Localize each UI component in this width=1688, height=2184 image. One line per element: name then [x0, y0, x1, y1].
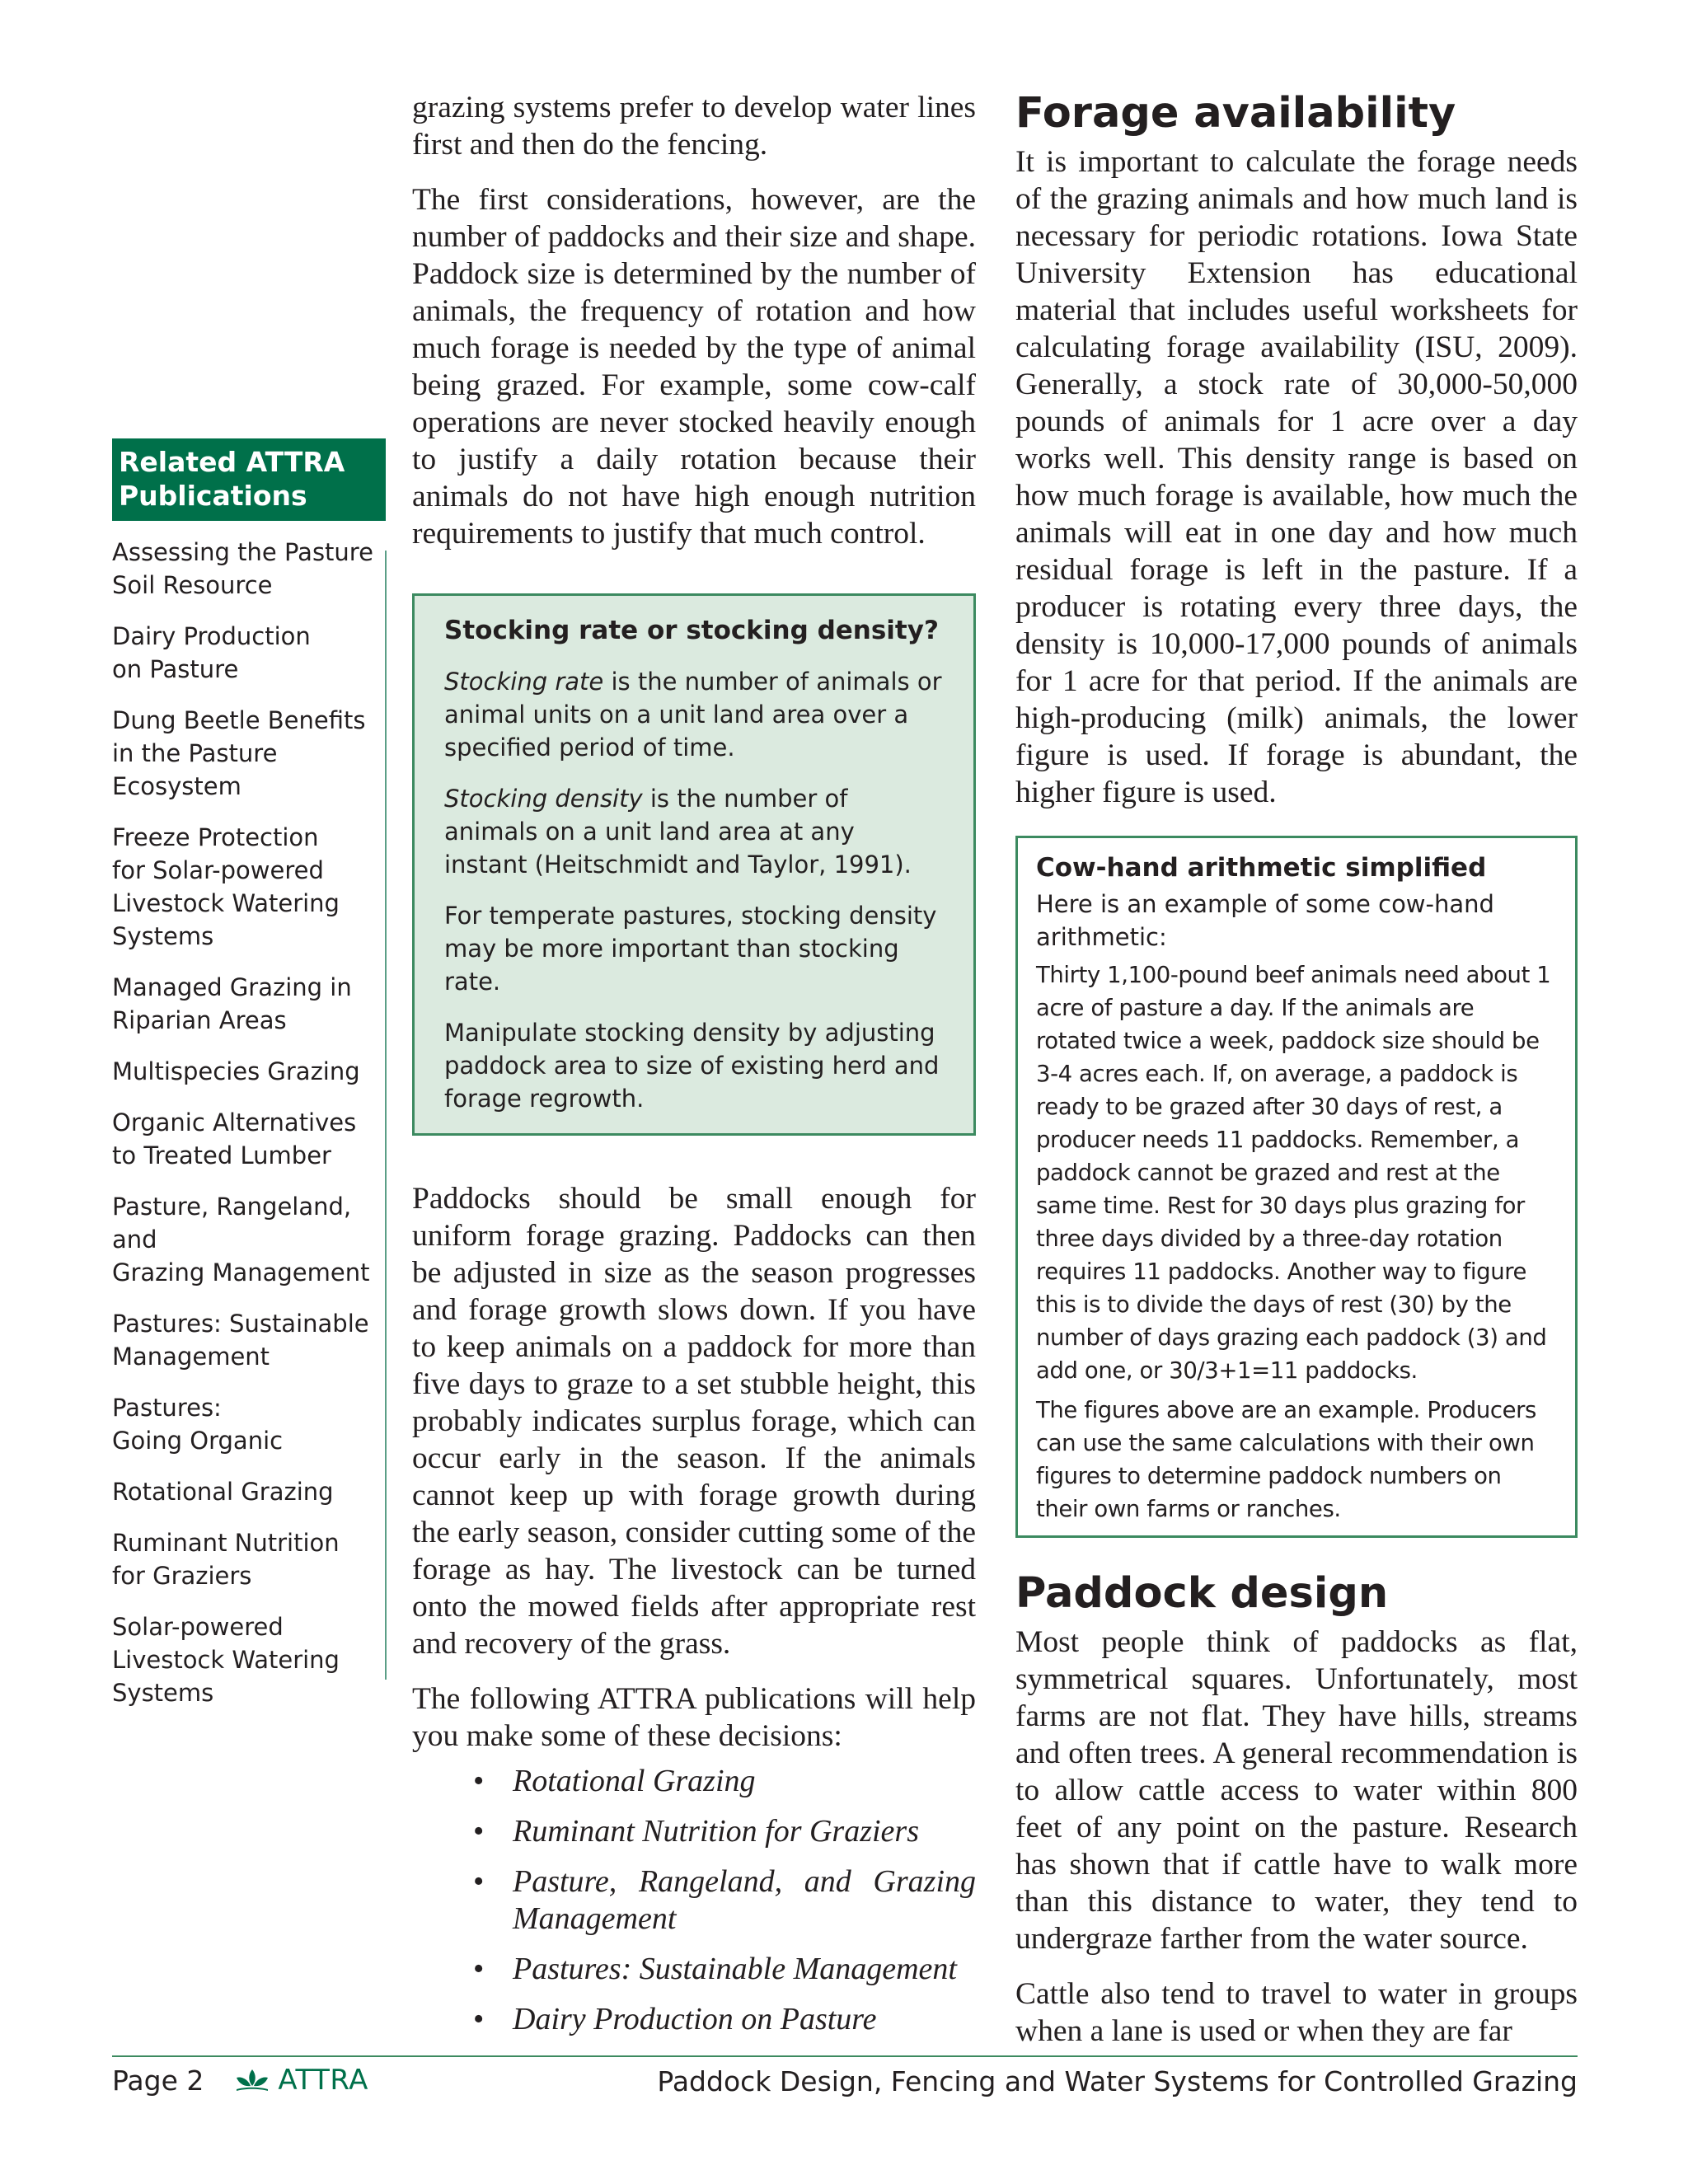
body-paragraph: The following ATTRA publications will help you make some of these decisions: — [412, 1682, 976, 1753]
sidebar-item: Dung Beetle Benefits in the Pasture Ecosystem — [112, 706, 366, 800]
sidebar-divider — [385, 551, 387, 1680]
callout-paragraph: Thirty 1,100-pound beef animals need about 1 acre of pasture a day. If the animals are rotated twice a week, paddock size should be 3-4 acres each. If, on average, a paddock is ready to be grazed after 30 days of rest, a producer needs 11 paddocks. Remember, a paddock cannot be grazed and rest at the same time. Rest for 30 days plus grazing for three days divided by a three-day rotation requires 11 paddocks. Another way to figure this is to divide the days of rest (30) by the number of days grazing each paddock (3) and add one, or 30/3+1=11 paddocks. — [1036, 962, 1551, 1384]
callout-paragraph: Manipulate stocking density by adjusting paddock area to size of existing herd and forage regrowth. — [444, 1019, 940, 1113]
sidebar-list — [112, 521, 386, 1709]
sidebar-item: Organic Alternatives to Treated Lumber — [112, 1108, 357, 1169]
publication-list — [412, 1763, 976, 2038]
body-paragraph: Most people think of paddocks as flat, symmetrical squares. Unfortunately, most farms are not flat. They have hills, streams and often trees. A general recommendation is to allow cattle access to water within 800 feet of any point on the pasture. Research has shown that if cattle have to walk more than this distance to water, they tend to undergraze farther from the water source. — [1015, 1625, 1578, 1956]
logo-text: ATTRA — [278, 2064, 368, 2097]
body-paragraph: Cattle also tend to travel to water in groups when a lane is used or when they are far — [1015, 1977, 1578, 2048]
publication-item: • Rotational Grazing — [412, 1763, 976, 1800]
publication-item: • Pasture, Rangeland, and Grazing Management — [412, 1863, 976, 1938]
right-column — [1015, 89, 1578, 2068]
term-stocking-density: Stocking density — [444, 785, 643, 813]
sidebar-item: Pasture, Rangeland, and Grazing Management — [112, 1193, 370, 1286]
callout-paragraph — [444, 782, 944, 881]
sidebar-item: Pastures: Sustainable Management — [112, 1310, 369, 1371]
footer-document-title: Paddock Design, Fencing and Water Systems for Controlled Grazing — [657, 2065, 1578, 2097]
body-paragraph: The first considerations, however, are the number of paddocks and their size and shape. Paddock size is determined by the number of animals, the frequency of rotation and how much forage is needed by the type of animal being grazed. For example, some cow-calf operations are never stocked heavily enough to justify a daily rotation because their animals do not have high enough nutrition requirements to justify that much control. — [412, 183, 976, 551]
callout-paragraph: Here is an example of some cow-hand arithmetic: — [1036, 890, 1494, 951]
sidebar-item: Managed Grazing in Riparian Areas — [112, 973, 352, 1034]
publication-item: • Ruminant Nutrition for Graziers — [412, 1813, 976, 1850]
sidebar-item: Assessing the Pasture Soil Resource — [112, 538, 373, 599]
body-paragraph: Paddocks should be small enough for uniform forage grazing. Paddocks can then be adjusted in size as the season progresses and forage growth slows down. If you have to keep animals on a paddock for more than five days to graze to a set stubble height, this probably indicates surplus forage, which can occur early in the season. If the animals cannot keep up with forage growth during the early season, consider cutting some of the forage as hay. The livestock can be turned onto the mowed fields after appropriate rest and recovery of the grass. — [412, 1182, 976, 1661]
sidebar-header: Related ATTRA Publications — [112, 438, 386, 521]
section-heading: Paddock design — [1015, 1569, 1389, 1618]
sidebar-item: Pastures: Going Organic — [112, 1394, 284, 1455]
callout-title: Cow-hand arithmetic simplified — [1036, 853, 1487, 883]
sidebar-item: Freeze Protection for Solar-powered Livestock Watering Systems — [112, 823, 340, 950]
term-stocking-rate: Stocking rate — [444, 668, 604, 696]
sidebar-item: Ruminant Nutrition for Graziers — [112, 1529, 340, 1590]
sidebar-item: Solar-powered Livestock Watering Systems — [112, 1613, 340, 1707]
body-paragraph: grazing systems prefer to develop water lines first and then do the fencing. — [412, 91, 976, 162]
callout-paragraph — [444, 665, 944, 764]
publication-item: • Pastures: Sustainable Management — [412, 1951, 976, 1988]
callout-paragraph: The figures above are an example. Producers can use the same calculations with their own figures to determine paddock numbers on their own farms or ranches. — [1036, 1397, 1536, 1522]
attra-logo — [233, 2064, 368, 2097]
footer-left — [112, 2064, 368, 2097]
sidebar-item: Multispecies Grazing — [112, 1057, 360, 1085]
definition-text: is the number of animals on a unit land area at any instant (Heitschmidt and Taylor, 1991). — [444, 785, 912, 879]
publication-item: • Dairy Production on Pasture — [412, 2001, 976, 2038]
callout-paragraph: For temperate pastures, stocking density may be more important than stocking rate. — [444, 902, 937, 996]
section-heading: Forage availability — [1015, 89, 1456, 138]
sidebar-item: Rotational Grazing — [112, 1478, 334, 1506]
cow-hand-arithmetic-callout — [1015, 836, 1578, 1538]
stocking-rate-callout — [412, 593, 976, 1136]
definition-text: is the number of animals or animal units on a unit land area over a specified period of time. — [444, 668, 942, 762]
leaf-logo-icon — [233, 2066, 271, 2094]
sidebar-item: Dairy Production on Pasture — [112, 622, 311, 683]
page-number: Page 2 — [112, 2064, 204, 2097]
callout-title: Stocking rate or stocking density? — [444, 616, 939, 645]
middle-column — [412, 89, 976, 2051]
related-publications-sidebar — [112, 438, 386, 1727]
body-paragraph: It is important to calculate the forage needs of the grazing animals and how much land is necessary for periodic rotations. Iowa State University Extension has educational material that includes useful worksheets for calculating forage availability (ISU, 2009). Generally, a stock rate of 30,000-50,000 pounds of animals for 1 acre over a day works well. This density range is based on how much forage is available, how much the animals will eat in one day and how much residual forage is left in the pasture. If a producer is rotating every three days, the density is 10,000-17,000 pounds of animals for 1 acre for that period. If the animals are high-producing (milk) animals, the lower figure is used. If forage is abundant, the higher figure is used. — [1015, 145, 1578, 809]
footer-divider — [112, 2055, 1578, 2057]
